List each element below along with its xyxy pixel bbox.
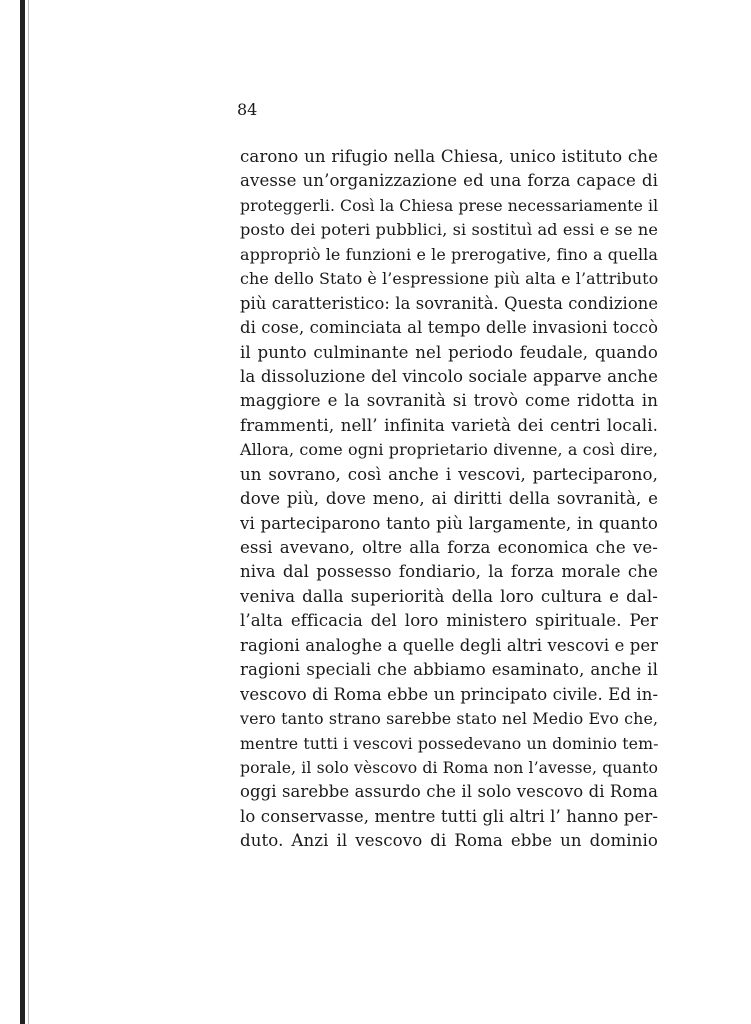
text-line: vi parteciparono tanto più largamente, in quanto (240, 513, 658, 533)
text-line: lo conservasse, mentre tutti gli altri l’ hanno per- (240, 806, 658, 826)
body-text (240, 145, 658, 854)
text-line: porale, il solo vèscovo di Roma non l’avesse, quanto (240, 757, 659, 777)
text-line: che dello Stato è l’espressione più alta e l’attributo (240, 269, 659, 289)
text-line: di cose, cominciata al tempo delle invasioni toccò (240, 318, 659, 338)
text-line: proteggerli. Così la Chiesa prese necessariamente il (240, 196, 659, 215)
page-number: 84 (237, 100, 258, 119)
text-line: un sovrano, così anche i vescovi, parteciparono, (240, 464, 658, 484)
text-line: oggi sarebbe assurdo che il solo vescovo di Roma (240, 782, 658, 802)
text-line: frammenti, nell’ infinita varietà dei centri locali. (240, 415, 658, 435)
text-line: avesse un’organizzazione ed una forza capace di (240, 171, 658, 191)
text-line: il punto culminante nel periodo feudale, quando (240, 342, 658, 362)
text-line: Allora, come ogni proprietario divenne, a così dire, (240, 440, 658, 460)
text-line: appropriò le funzioni e le prerogative, fino a quella (240, 244, 658, 264)
text-line: dove più, dove meno, ai diritti della sovranità, e (240, 489, 658, 509)
text-line: la dissoluzione del vincolo sociale apparve anche (240, 366, 658, 386)
text-line: vero tanto strano sarebbe stato nel Medio Evo che, (240, 709, 659, 729)
scan-binding-edge (20, 0, 25, 1024)
text-line: mentre tutti i vescovi possedevano un dominio tem- (240, 733, 659, 753)
text-line: l’alta efficacia del loro ministero spirituale. Per (240, 611, 658, 631)
text-line: ragioni analoghe a quelle degli altri vescovi e per (240, 635, 659, 655)
text-line: carono un rifugio nella Chiesa, unico istituto che (240, 147, 658, 166)
scan-binding-shadow (28, 0, 29, 1024)
text-line: vescovo di Roma ebbe un principato civile. Ed in- (240, 684, 659, 704)
text-line: duto. Anzi il vescovo di Roma ebbe un dominio (240, 831, 658, 851)
text-line: veniva dalla superiorità della loro cultura e dal- (240, 586, 658, 606)
text-line: niva dal possesso fondiario, la forza morale che (240, 562, 658, 582)
text-line: più caratteristico: la sovranità. Questa condizione (240, 293, 659, 313)
text-line: maggiore e la sovranità si trovò come ridotta in (240, 391, 658, 411)
text-line: essi avevano, oltre alla forza economica che ve- (240, 538, 658, 557)
text-line: ragioni speciali che abbiamo esaminato, anche il (240, 660, 658, 680)
text-line: posto dei poteri pubblici, si sostituì ad essi e se ne (240, 220, 658, 240)
